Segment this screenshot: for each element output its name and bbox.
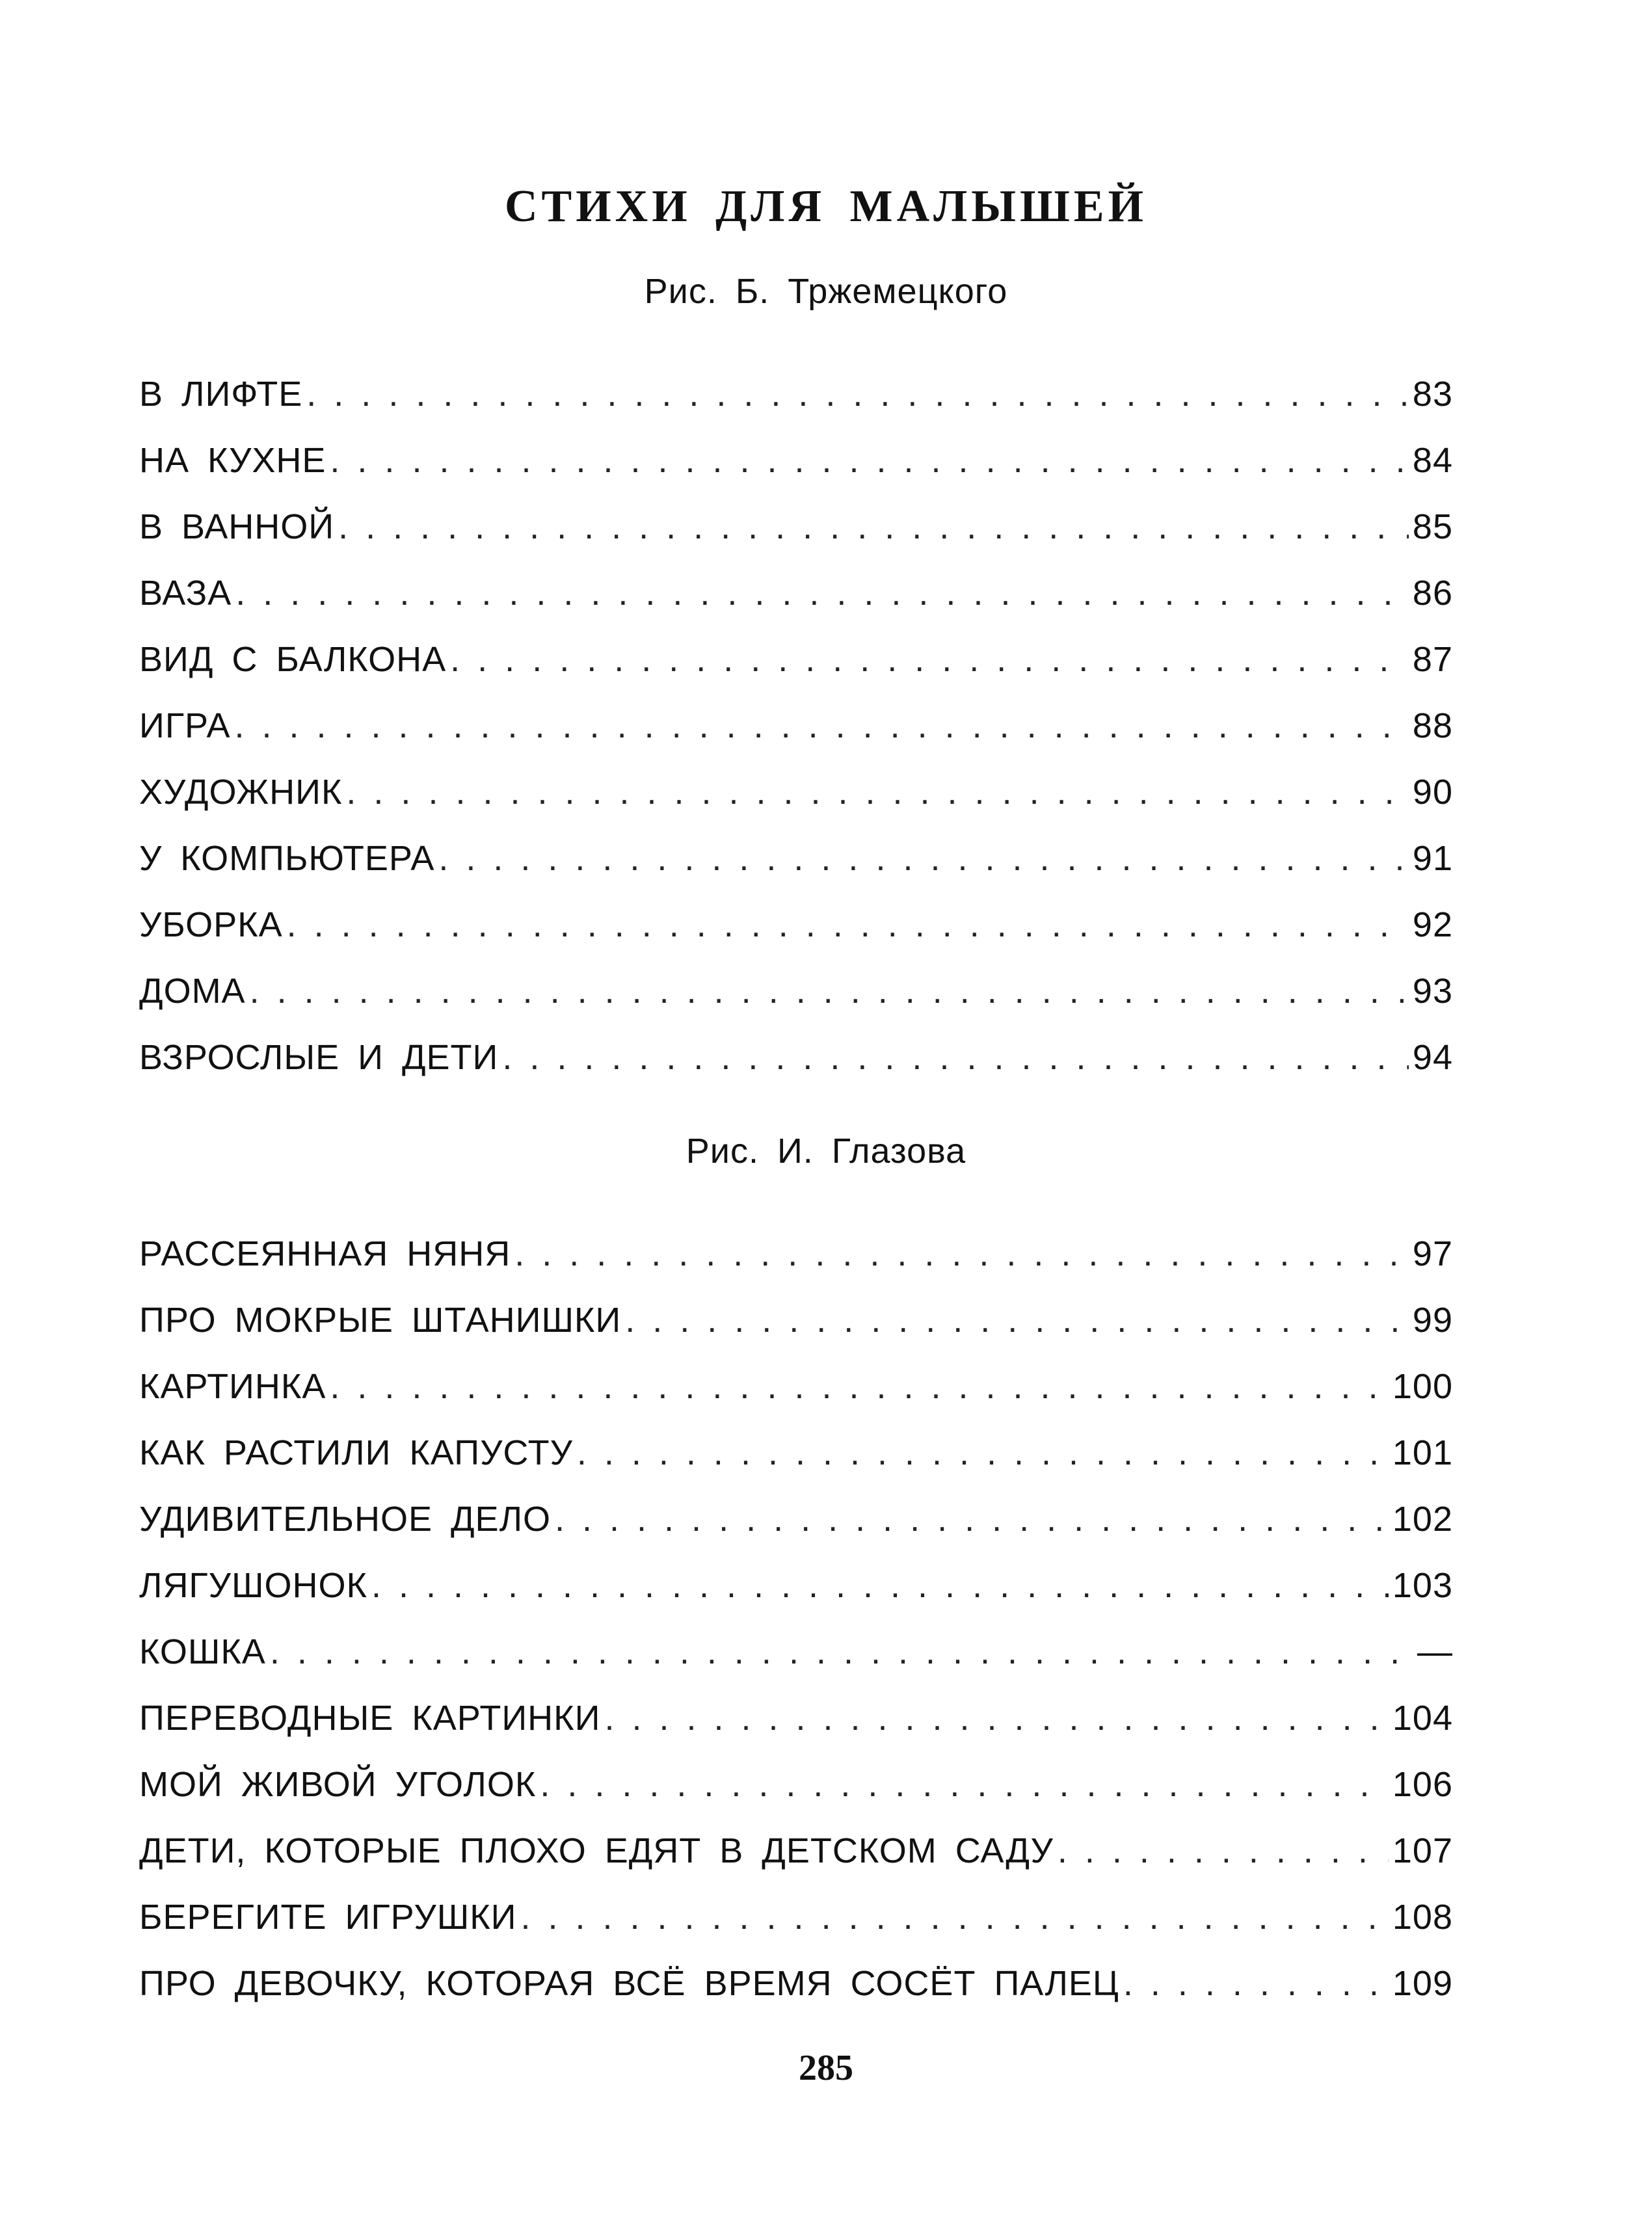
toc-entry-title: ПЕРЕВОДНЫЕ КАРТИНКИ: [139, 1699, 601, 1738]
dot-leader: [502, 1031, 1409, 1083]
dot-leader: [235, 567, 1409, 619]
toc-entry-title: В ЛИФТЕ: [139, 375, 303, 414]
toc-entry: [139, 434, 1453, 501]
toc-entry-page: 85: [1412, 507, 1453, 546]
section-title: СТИХИ ДЛЯ МАЛЫШЕЙ: [504, 181, 1148, 232]
toc-entry: [139, 1228, 1453, 1294]
toc-entry-title: ДОМА: [139, 972, 246, 1011]
toc-entry-page: 93: [1412, 972, 1453, 1011]
dot-leader: [604, 1692, 1388, 1744]
toc-entry: [139, 700, 1453, 766]
toc-entry-page: 108: [1392, 1898, 1453, 1937]
dot-leader: [625, 1294, 1409, 1346]
toc-entry-title: ХУДОЖНИК: [139, 773, 343, 812]
dot-leader: [450, 633, 1409, 685]
toc-entry-title: МОЙ ЖИВОЙ УГОЛОК: [139, 1765, 537, 1804]
dot-leader: [250, 965, 1409, 1017]
toc-entry: [139, 766, 1453, 832]
toc-entry-title: КОШКА: [139, 1632, 266, 1671]
toc-entry-title: ВЗРОСЛЫЕ И ДЕТИ: [139, 1038, 499, 1077]
toc-entry-title: ПРО ДЕВОЧКУ, КОТОРАЯ ВСЁ ВРЕМЯ СОСЁТ ПАЛЕЦ: [139, 1964, 1119, 2003]
toc-entry: [139, 1692, 1453, 1758]
dot-leader: [338, 501, 1409, 553]
toc-entry-title: В ВАННОЙ: [139, 507, 335, 546]
dot-leader: [306, 368, 1409, 420]
toc-entry-title: БЕРЕГИТЕ ИГРУШКИ: [139, 1898, 517, 1937]
toc-entry-page: 99: [1412, 1301, 1453, 1340]
toc-entry: [139, 1031, 1453, 1098]
toc-entry-page: 90: [1412, 773, 1453, 812]
toc-entry: [139, 633, 1453, 700]
toc-entry-title: ИГРА: [139, 706, 231, 745]
dot-leader: [555, 1493, 1389, 1545]
toc-entry-title: У КОМПЬЮТЕРА: [139, 839, 435, 878]
toc-entry-title: УДИВИТЕЛЬНОЕ ДЕЛО: [139, 1500, 552, 1539]
dot-leader: [346, 766, 1409, 818]
toc-entry: [139, 965, 1453, 1031]
dot-leader: [287, 899, 1409, 951]
toc-entry-page: 94: [1412, 1038, 1453, 1077]
toc-entry: [139, 1559, 1453, 1626]
toc-entry-page: 103: [1392, 1566, 1453, 1605]
toc-entry-title: УБОРКА: [139, 905, 283, 944]
toc-entry-page: —: [1417, 1632, 1453, 1671]
toc-list-2: [139, 1228, 1453, 2024]
toc-entry-page: 104: [1392, 1699, 1453, 1738]
toc-entry-page: 107: [1392, 1831, 1453, 1870]
toc-entry-title: ПРО МОКРЫЕ ШТАНИШКИ: [139, 1301, 622, 1340]
toc-entry: [139, 1294, 1453, 1360]
dot-leader: [371, 1559, 1389, 1611]
toc-entry: [139, 1626, 1453, 1692]
toc-entry: [139, 899, 1453, 965]
toc-list-1: [139, 368, 1453, 1098]
illustrator-credit-2: Рис. И. Глазова: [686, 1132, 966, 1171]
dot-leader: [330, 1360, 1389, 1412]
toc-entry-title: ВАЗА: [139, 574, 232, 613]
toc-entry-page: 101: [1392, 1433, 1453, 1472]
toc-entry-title: НА КУХНЕ: [139, 441, 326, 480]
dot-leader: [438, 832, 1409, 884]
dot-leader: [540, 1758, 1389, 1810]
toc-entry-title: ЛЯГУШОНОК: [139, 1566, 367, 1605]
toc-entry-page: 100: [1392, 1367, 1453, 1406]
toc-entry: [139, 1493, 1453, 1559]
page-number: 285: [799, 2048, 853, 2088]
toc-entry-page: 97: [1412, 1234, 1453, 1273]
toc-entry: [139, 1825, 1453, 1891]
toc-entry: [139, 368, 1453, 434]
dot-leader: [521, 1891, 1389, 1943]
dot-leader: [1123, 1957, 1389, 2009]
toc-entry-title: КАК РАСТИЛИ КАПУСТУ: [139, 1433, 573, 1472]
toc-entry-title: КАРТИНКА: [139, 1367, 326, 1406]
toc-entry: [139, 1427, 1453, 1493]
dot-leader: [1058, 1825, 1389, 1877]
toc-entry: [139, 1360, 1453, 1427]
toc-entry: [139, 501, 1453, 567]
toc-entry-title: ДЕТИ, КОТОРЫЕ ПЛОХО ЕДЯТ В ДЕТСКОМ САДУ: [139, 1831, 1054, 1870]
dot-leader: [577, 1427, 1389, 1479]
dot-leader: [270, 1626, 1413, 1678]
toc-entry-page: 83: [1412, 375, 1453, 414]
toc-entry: [139, 1957, 1453, 2024]
toc-entry-page: 91: [1412, 839, 1453, 878]
dot-leader: [234, 700, 1408, 752]
toc-entry-page: 106: [1392, 1765, 1453, 1804]
toc-entry: [139, 1891, 1453, 1957]
toc-entry-page: 87: [1412, 640, 1453, 679]
toc-entry-title: ВИД С БАЛКОНА: [139, 640, 447, 679]
toc-entry-page: 88: [1412, 706, 1453, 745]
toc-entry-page: 102: [1392, 1500, 1453, 1539]
toc-entry: [139, 832, 1453, 899]
toc-entry-title: РАССЕЯННАЯ НЯНЯ: [139, 1234, 511, 1273]
toc-entry-page: 84: [1412, 441, 1453, 480]
toc-entry-page: 92: [1412, 905, 1453, 944]
toc-entry-page: 86: [1412, 574, 1453, 613]
toc-entry: [139, 567, 1453, 633]
toc-entry-page: 109: [1392, 1964, 1453, 2003]
dot-leader: [514, 1228, 1409, 1280]
illustrator-credit-1: Рис. Б. Тржемецкого: [644, 272, 1008, 311]
dot-leader: [330, 434, 1409, 486]
toc-entry: [139, 1758, 1453, 1825]
